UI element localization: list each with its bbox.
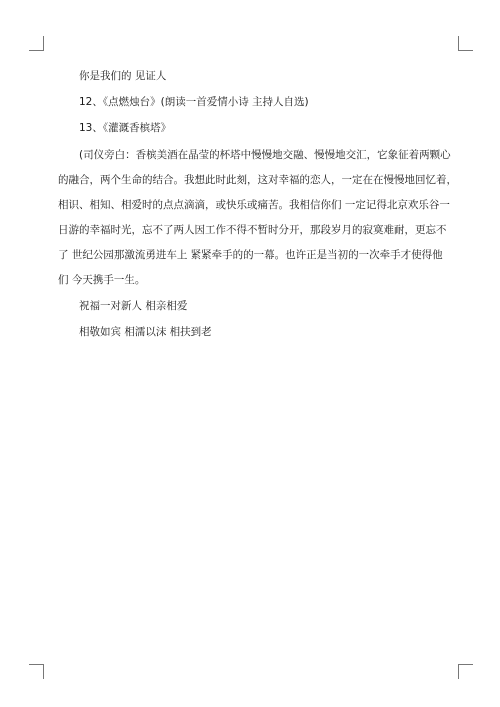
- corner-crop-mark-top-right: [458, 36, 473, 51]
- blessing-line-2: 相敬如宾 相濡以沫 相扶到老: [79, 326, 212, 338]
- narration-line-5: 了 世纪公园那激流勇进车上 紧紧牵手的的一幕。也许正是当初的一次牵手才使得他: [58, 249, 443, 261]
- item-13-heading: 13、《灌溉香槟塔》: [79, 122, 172, 134]
- blessing-line-1: 祝福一对新人 相亲相爱: [79, 300, 188, 312]
- text-line-witness: 你是我们的 见证人: [79, 70, 167, 82]
- corner-crop-mark-top-left: [29, 36, 44, 51]
- narration-line-2: 的融合，两个生命的结合。我想此时此刻，这对幸福的恋人，一定在在慢慢地回忆着，: [58, 174, 457, 186]
- narration-line-1: (司仪旁白：香槟美酒在晶莹的杯塔中慢慢地交融、慢慢地交汇，它象征着两颗心: [79, 149, 451, 161]
- item-12-heading: 12、《点燃烛台》(朗读一首爱情小诗 主持人自选): [79, 96, 309, 108]
- narration-line-4: 日游的幸福时光，忘不了两人因工作不得不暂时分开，那段岁月的寂寞难耐，更忘不: [58, 224, 447, 236]
- narration-line-6: 们 今天携手一生。: [58, 274, 146, 286]
- narration-line-3: 相识、相知、相爱时的点点滴滴，或快乐或痛苦。我相信你们 一定记得北京欢乐谷一: [58, 199, 450, 211]
- corner-crop-mark-bottom-right: [458, 664, 473, 679]
- corner-crop-mark-bottom-left: [29, 664, 44, 679]
